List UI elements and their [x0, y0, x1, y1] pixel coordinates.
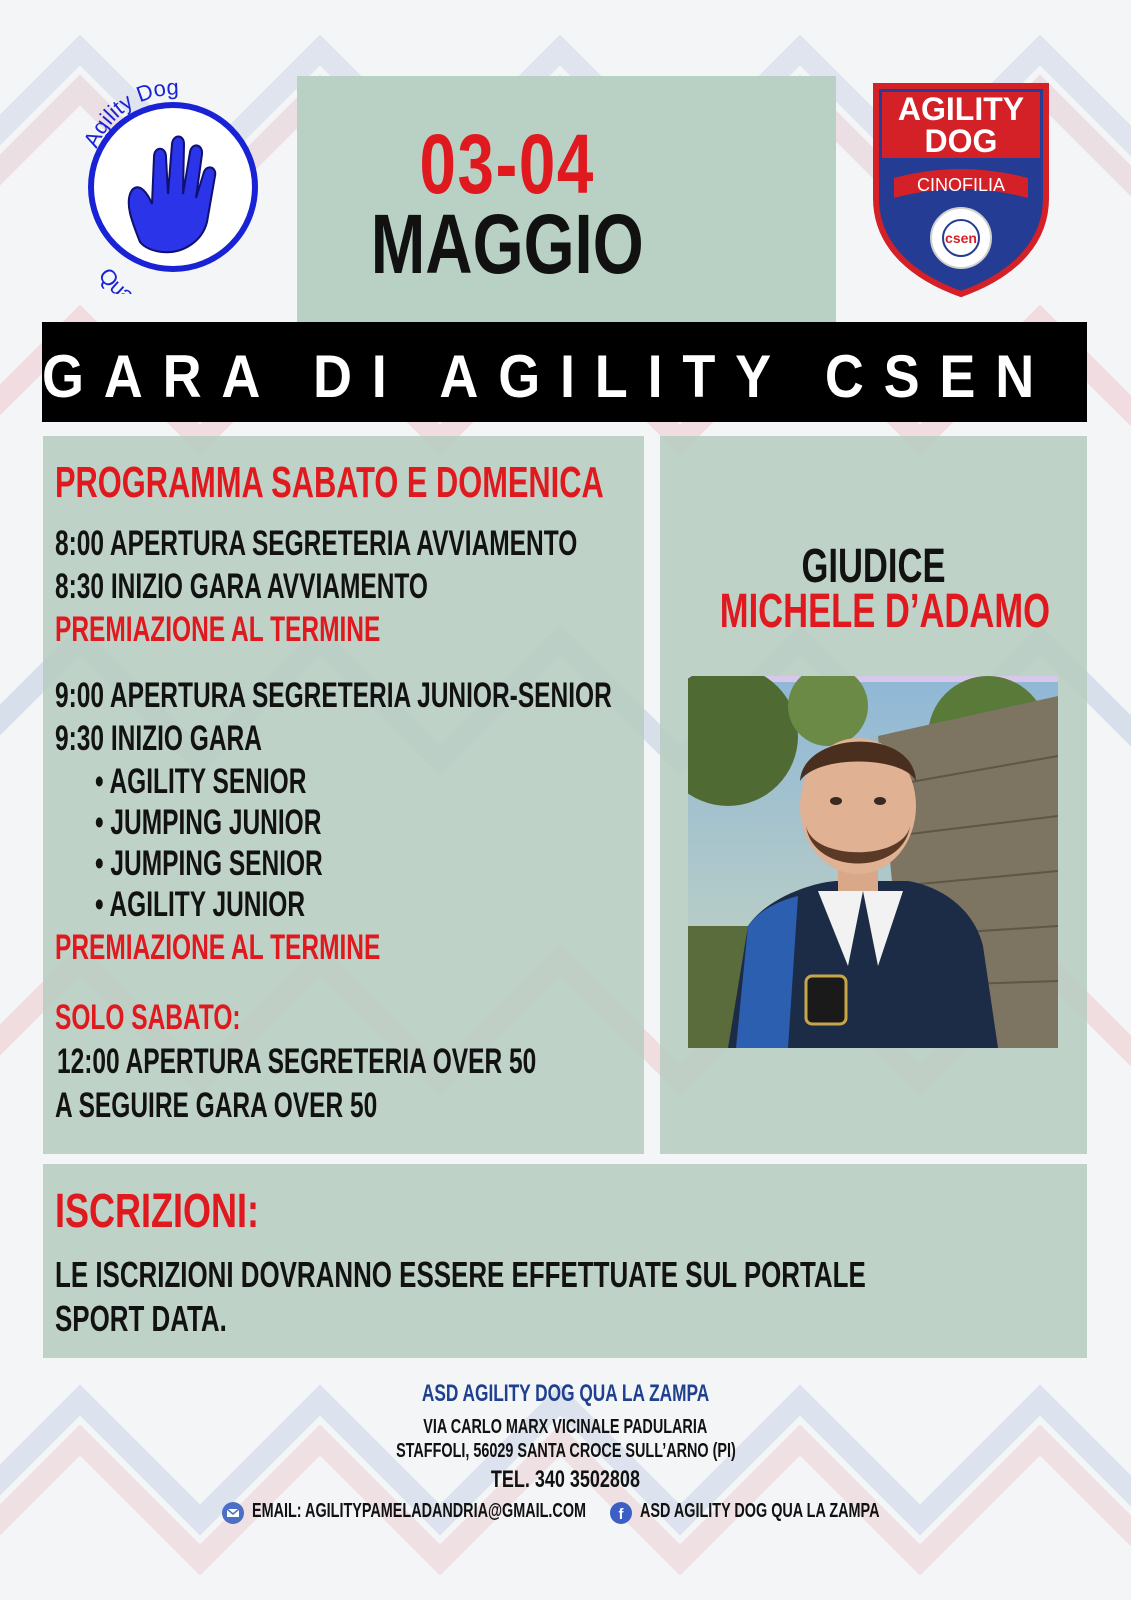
judge-panel	[660, 436, 1087, 1154]
registration-panel	[43, 1164, 1087, 1358]
schedule-line: 9:00 APERTURA SEGRETERIA JUNIOR-SENIOR	[55, 676, 612, 715]
contact-row	[0, 1500, 1131, 1530]
facebook-icon	[610, 1502, 632, 1524]
program-panel	[43, 436, 644, 1154]
registration-title: ISCRIZIONI:	[55, 1185, 259, 1238]
footer-address: VIA CARLO MARX VICINALE PADULARIA	[423, 1416, 708, 1438]
judge-photo	[688, 676, 1058, 1048]
footer-org: ASD AGILITY DOG QUA LA ZAMPA	[421, 1380, 710, 1407]
title-banner	[42, 322, 1087, 422]
list-item: • JUMPING JUNIOR	[95, 803, 322, 842]
program-title: PROGRAMMA SABATO E DOMENICA	[55, 458, 604, 507]
schedule-line: 12:00 APERTURA SEGRETERIA OVER 50	[57, 1042, 537, 1081]
schedule-line: 8:30 INIZIO GARA AVVIAMENTO	[55, 567, 429, 606]
logo-seal: csen	[945, 230, 977, 246]
saturday-only-title: SOLO SABATO:	[55, 998, 241, 1037]
judge-label: GIUDICE	[801, 540, 946, 593]
list-item: • JUMPING SENIOR	[95, 844, 323, 883]
logo-line2: DOG	[924, 123, 998, 159]
date-box	[297, 76, 836, 322]
email-link[interactable]: EMAIL: AGILITYPAMELADANDRIA@GMAIL.COM	[252, 1500, 587, 1522]
logo-bottom-text: Qu	[93, 262, 132, 294]
footer-address: STAFFOLI, 56029 SANTA CROCE SULL’ARNO (PI)	[395, 1440, 736, 1462]
registration-text: LE ISCRIZIONI DOVRANNO ESSERE EFFETTUATE SUL PORTALE	[55, 1254, 866, 1295]
logo-top-text: Agility Dog	[78, 74, 180, 152]
event-month: MAGGIO	[370, 197, 644, 291]
registration-text: SPORT DATA.	[55, 1298, 227, 1339]
event-title: GARA DI AGILITY CSEN	[42, 343, 1055, 410]
judge-name: MICHELE D’ADAMO	[719, 585, 1051, 638]
svg-text:f: f	[618, 1506, 624, 1523]
award-note: PREMIAZIONE AL TERMINE	[55, 610, 381, 649]
schedule-line: 8:00 APERTURA SEGRETERIA AVVIAMENTO	[55, 524, 578, 563]
club-logo	[62, 72, 284, 294]
mail-icon	[222, 1502, 244, 1524]
schedule-line: A SEGUIRE GARA OVER 50	[55, 1086, 378, 1125]
event-days: 03-04	[419, 117, 595, 211]
facebook-link[interactable]: ASD AGILITY DOG QUA LA ZAMPA	[640, 1500, 880, 1522]
footer-phone: TEL. 340 3502808	[490, 1466, 641, 1493]
award-note: PREMIAZIONE AL TERMINE	[55, 928, 381, 967]
logo-ribbon: CINOFILIA	[916, 175, 1006, 195]
csen-logo	[866, 78, 1056, 300]
logo-line1: AGILITY	[897, 91, 1025, 127]
list-item: • AGILITY SENIOR	[95, 762, 307, 801]
schedule-line: 9:30 INIZIO GARA	[55, 719, 262, 758]
list-item: • AGILITY JUNIOR	[95, 885, 306, 924]
